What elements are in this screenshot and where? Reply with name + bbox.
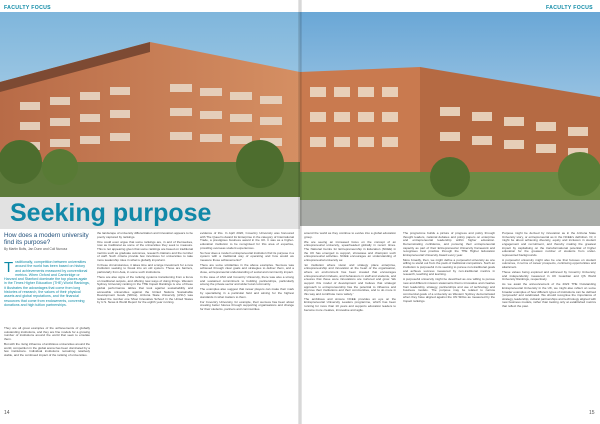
campus-photo-left xyxy=(0,12,300,226)
paragraph: For Coventry University, for example, their success has been about creating better futures through supporting organisations and change for their students, partners and communities. xyxy=(200,299,294,311)
paragraph: So how does a modern entrepreneurial institution find its purpose in a system with a traditional way of operating and how would we measure those achievements? xyxy=(200,250,294,262)
paragraph: Purpose might be derived by innovation as in the Arizona State University story, or entrepreneurial as in the NCEE's definition. Or, it might be about achieving diversity, equity and inclusion in student engagement and recruitment, and thereby making the greatest impact by capitalising on the transformational potential of higher education for the greatest number of students from under-represented backgrounds. xyxy=(502,232,596,257)
right-column-3 xyxy=(502,232,596,404)
paragraph: In these circumstances, it takes time and a large investment for a new institution seeking to break into an old system. Those are barriers, particularly from Asia, in some such institutions. xyxy=(97,262,193,275)
section-label: FACULTY FOCUS xyxy=(546,5,593,11)
spread-gutter xyxy=(298,0,302,424)
paragraph: They are all great examples of the achievements of globally outstanding institutions, and they are fine models for a growing number of institutions around the world that seek to emulate them. xyxy=(4,327,90,341)
paragraph: We are seeing an increased focus on the concept of an entrepreneurial university, spearheaded globally in recent times. The National Centre for Entrepreneurship in Education (NCEE) in the UK has emerged to support, showcase and champion such entrepreneurial activities. NCEE encourages an understanding of entrepreneurial university as: xyxy=(304,239,396,262)
paragraph: 'an institution where vision and strategy place enterprise, entrepreneurship and innovation at the heart of the organisation, where an environment has been created that encourages entrepreneurial mindsets, and behaviours in staff and students, and ensures that these were innovations are nurtured and grow. We support this model of development and believe that strategic approach to entrepreneurship has the potential to influence and improve their institutions and their communities, and to do more in this way and contribute more widely.' xyxy=(304,262,396,296)
campus-photo-right xyxy=(300,12,600,226)
paragraph: The programme builds a picture of progress and policy through thought leaders, national debates and policy papers on enterprise and entrepreneurial leadership within higher education. Demonstrating confidence, and pursuing their entrepreneurial capacity as part of their Entrepreneurial University framework and recognises best practice through the THE Higher Education Entrepreneurial University Award every year. xyxy=(403,232,495,257)
drop-cap: T xyxy=(4,260,14,276)
article-subhead: How does a modern university find its purpose? xyxy=(4,232,89,246)
paragraph: One could even argue that some rankings are, in and of themselves, now as traditional as some of the universities they seek to measure. This is not appearing given that some rankings are based on traditional metrics such as graduate outcomes, research citations and the number of staff. Such criteria provide few incentives for universities to take more leadership roles in what is globally important. xyxy=(97,239,193,262)
article-title: Seeking purpose xyxy=(10,199,212,227)
paragraph: A purposeful university might be described as one willing to pursue new and different mission statements that is innovative and creative from leadership, strategy, partnerships and use of technology and business models. The purpose may be related to narrow commercial goals of a university as Western Sydney demonstrated when they have aligned against the UN SDGs as measured by the Impact rankings. xyxy=(403,277,495,304)
left-column-3 xyxy=(200,232,294,404)
paragraph: A purposeful university might also be one that focuses on student outcomes, in terms of career prospects, continuing opportunities and attainment. xyxy=(502,257,596,270)
paragraph: evidence of this. In April 2020, Coventry University was honoured with The Queen's Award for Enterprise in the category of International Trade, a prestigious business award in the UK. It was as a higher-education institution to be recognised for this area of expertise, providing overseas student experiences. xyxy=(200,232,294,250)
right-column-2 xyxy=(403,232,495,404)
paragraph: The ambitious and sincere NCEE provides an eye on the Entrepreneurial University Leaders programme, which has been running for more than 10 years and supports education leaders to become more creative, innovative and agile. xyxy=(304,296,396,312)
paragraph: But with the rising influence of ambitious universities around the world, competition in the global arena has been dominated by a few institutions. Individual institutions remaining relatively stable, and the continued impact of the ranking of universities. xyxy=(4,341,90,357)
campus-building-image xyxy=(0,12,300,226)
paragraph: As we await the announcement of the 2023 THE Outstanding Entrepreneurial University in the UK, we might also reflect on some broader examples of how different types of institutions can be defined 'purposeful' and celebrated. We should recognise the importance of strategy, leadership, cultural partnerships and technology aligned with new business models, rather than looking only at established metrics that reflect the past. xyxy=(502,282,596,309)
paragraph: These values being explored and achieved by Coventry University, and independently measured in UK Guardian and QS World University Rankings, respectively. xyxy=(502,270,596,282)
paragraph: In the case of ASU and Coventry University, there was also a strong and sustained commitment to building partnerships, particularly among the private sector and wider local community. xyxy=(200,275,294,287)
left-column-2 xyxy=(97,232,193,404)
paragraph: around the world as they continue to evolve into a global education group. xyxy=(304,232,396,239)
paragraph: the landscape of university differentiation and innovation appears to be poorly captured by rankings. xyxy=(97,232,193,239)
paragraph: The examples also suggest that newer players can make their mark by specialising in a particular field and aiming for the highest standards in what matters to them. xyxy=(200,287,294,299)
left-column-1-cont xyxy=(4,327,90,407)
intro-text: raditionally, competition between universities around the world has been based on history and achievements measured by conventional metrics. When Oxford and Cambridge or Harvard and Stanford dominate the top places again in the Times Higher Education (THE) World Rankings, it illustrates the advantages that come from long histories of research, the values of their physical assets and global reputations, and the financial resources that come from endowments, convening donations and high tuition partnerships. xyxy=(4,260,90,307)
page-number-left: 14 xyxy=(4,410,10,416)
section-label: FACULTY FOCUS xyxy=(4,5,51,11)
right-page xyxy=(300,0,600,424)
paragraph: There are also signs of the ranking systems transitioning from a focus on traditional outputs, and offering new ways of doing things. Western Sydney University ranking in the THE Impact Rankings is one of these global performance tables that look against sustainability and accessible universities against the United Nations Sustainable Development Goals (SDGs). Arizona State University (ASU) was ranked the number one 'Most Innovative School' in the United States by U.S. News & World Report for the eighth year running. xyxy=(97,275,193,305)
paragraph: More broadly, then, we might define a purposeful university as one willing to stand out from the pack of traditional competitors. Such an institution is purposeful in its seeking to pursue non-traditional goals and achieve success measured by non-traditional metrics in research, teaching and learning. xyxy=(403,257,495,277)
paragraph: There are some similarities in the above examples. Success was achieved through clear goals and strategies to deliver them, and a close, entrepreneurial understanding of social and community impact. xyxy=(200,262,294,275)
right-column-1 xyxy=(304,232,396,404)
byline: By Martin Bolts, Jan Dunn and Coli Nunusz xyxy=(4,247,68,251)
campus-building-image xyxy=(300,12,600,226)
page-number-right: 15 xyxy=(589,410,595,416)
